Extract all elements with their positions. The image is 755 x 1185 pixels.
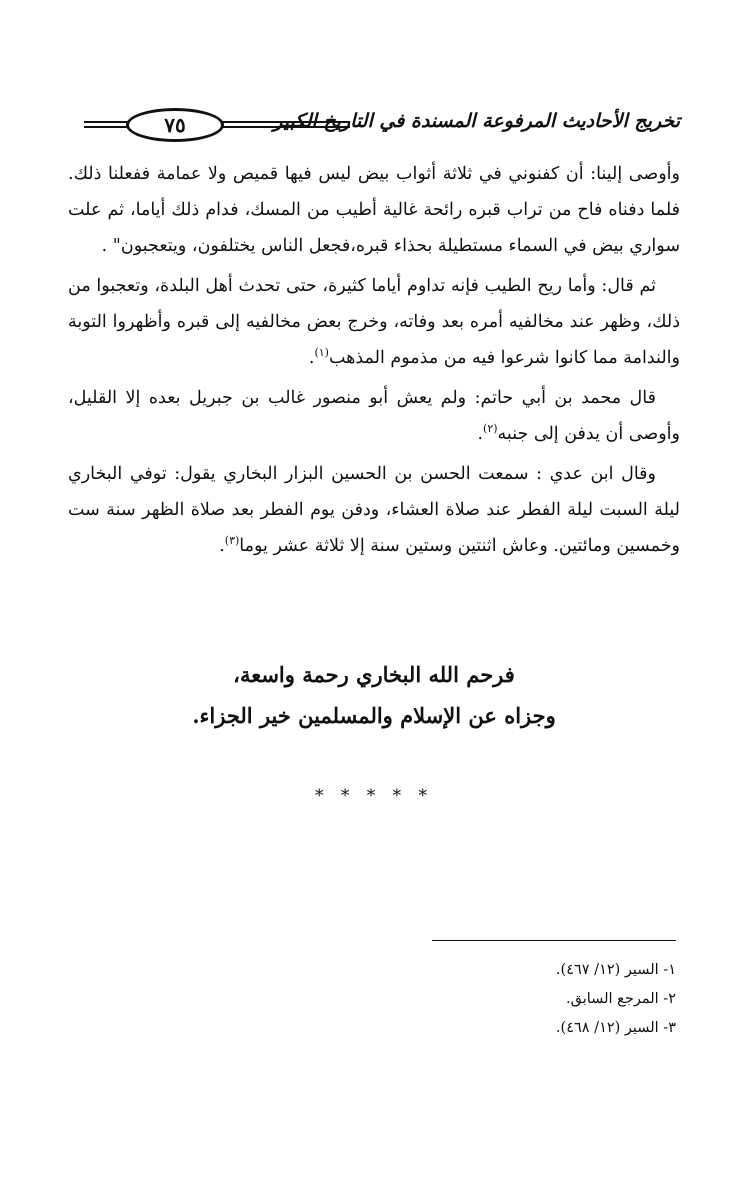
footnote-ref-2: (٢) bbox=[483, 422, 498, 436]
text-line: قال محمد بن أبي حاتم: ولم يعش أبو منصور غالب بن جبريل بعده إلا bbox=[125, 388, 656, 408]
footnotes bbox=[400, 956, 676, 1043]
page-header bbox=[84, 104, 680, 150]
page-number: ٧٥ bbox=[164, 113, 186, 137]
text-line: إلى قبره وأظهروا التوبة والندامة مما كانوا شرعوا فيه من مذموم المذهب bbox=[68, 312, 680, 368]
text-line: البخاري ليلة السبت ليلة الفطر عند صلاة العشاء، ودفن يوم الفطر بعد صلاة bbox=[68, 464, 680, 520]
paragraph-2 bbox=[68, 268, 680, 376]
header-double-rule-left bbox=[84, 121, 128, 128]
footnote-ref-1: (١) bbox=[314, 346, 329, 360]
footnote-ref-3: (٣) bbox=[224, 534, 240, 548]
text-line: . bbox=[219, 536, 225, 556]
paragraph-1 bbox=[68, 156, 680, 264]
text-line: . bbox=[308, 348, 315, 368]
text-line: وتعجبوا من ذلك، وظهر عند مخالفيه أمره بعد وفاته، وخرج بعض مخالفيه bbox=[68, 276, 680, 332]
text-line: وقال ابن عدي : سمعت الحسن بن الحسين البزار البخاري يقول: توفي bbox=[129, 464, 656, 484]
footnote-rule bbox=[432, 940, 676, 941]
text-line: ثم قال: وأما ريح الطيب فإنه تداوم أياما كثيرة، حتى تحدث أهل البلدة، bbox=[154, 276, 656, 296]
text-line: ففعلنا ذلك. فلما دفناه فاح من تراب قبره رائحة غالية أطيب من المسك، فدام bbox=[68, 164, 680, 220]
footnote-3: ٣- السير (١٢/ ٤٦٨). bbox=[555, 1020, 676, 1036]
paragraph-4 bbox=[68, 456, 680, 564]
paragraph-3 bbox=[68, 380, 680, 452]
closing-line-1: فرحم الله البخاري رحمة واسعة، bbox=[233, 662, 515, 687]
text-line: وأوصى إلينا: أن كفنوني في ثلاثة أثواب بيض ليس فيها قميص ولا عمامة bbox=[156, 164, 680, 184]
header-double-rule-right bbox=[222, 121, 350, 128]
text-line: يوما bbox=[239, 536, 268, 556]
main-text bbox=[68, 156, 680, 564]
closing-prayer bbox=[68, 654, 680, 736]
text-line: . bbox=[477, 424, 484, 444]
page-number-oval bbox=[126, 108, 224, 142]
text-line: الظهر سنة ست وخمسين ومائتين. وعاش اثنتين وستين سنة إلا ثلاثة عشر bbox=[68, 500, 680, 556]
section-separator: * * * * * bbox=[314, 786, 434, 806]
footnote-1: ١- السير (١٢/ ٤٦٧). bbox=[555, 962, 676, 978]
text-line: الناس يختلفون، ويتعجبون" . bbox=[101, 236, 304, 256]
closing-line-2: وجزاه عن الإسلام والمسلمين خير الجزاء. bbox=[192, 703, 556, 728]
running-title: تخريج الأحاديث المرفوعة المسندة في التاريخ الكبير bbox=[273, 110, 680, 132]
text-line: ذلك أياما، ثم علت سواري بيض في السماء مستطيلة بحذاء قبره،فجعل bbox=[68, 200, 680, 256]
text-line: القليل، وأوصى أن يدفن إلى جنبه bbox=[68, 388, 680, 444]
footnote-2: ٢- المرجع السابق. bbox=[566, 991, 676, 1007]
